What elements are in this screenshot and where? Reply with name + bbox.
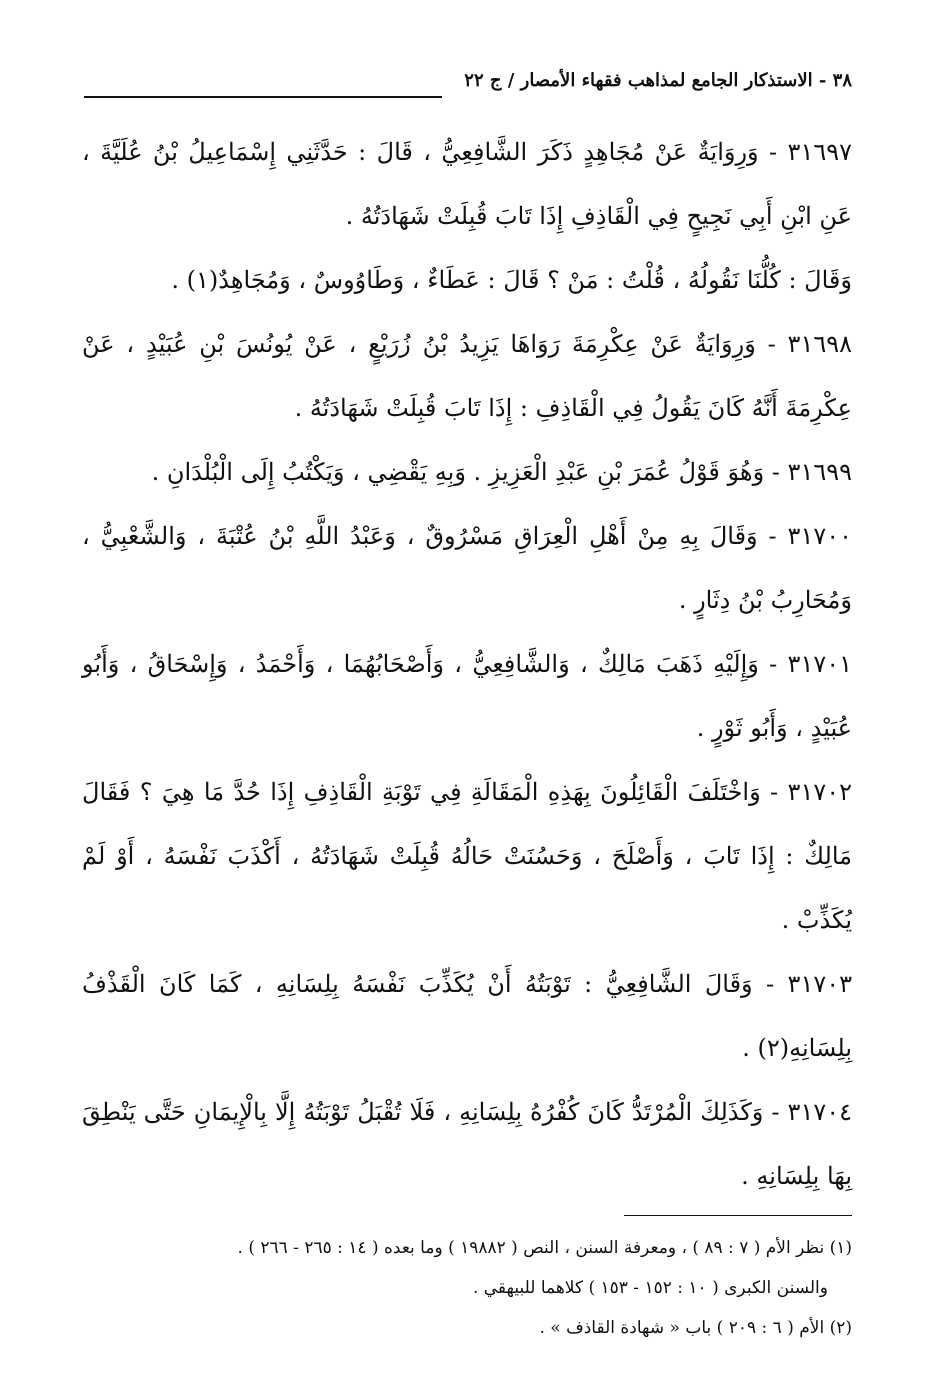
paragraph-31701: ٣١٧٠١ - وَإِلَيْهِ ذَهَبَ مَالِكٌ ، وَالشَّافِعِيُّ ، وَأَصْحَابُهُمَا ، وَأَحْمَدُ ، وَإِسْحَاقُ ، وَأَبُو عُبَيْدٍ ، وَأَبُو ثَوْرٍ . (82, 650, 852, 742)
footnote-1-continuation: والسنن الكبرى ( ١٠ : ١٥٢ - ١٥٣ ) كلاهما للبيهقي . (472, 1278, 828, 1298)
paragraph-31700: ٣١٧٠٠ - وَقَالَ بِهِ مِنْ أَهْلِ الْعِرَاقِ مَسْرُوقٌ ، وَعَبْدُ اللَّهِ بْنُ عُتْبَةَ ، وَالشَّعْبِيُّ ، وَمُحَارِبُ بْنُ دِثَارٍ . (82, 522, 852, 614)
footnote-1: (١) نظر الأم ( ٧ : ٨٩ ) ، ومعرفة السنن ، النص ( ١٩٨٨٢ ) وما بعده ( ١٤ : ٢٦٥ - ٢٦٦ ) . (237, 1238, 852, 1258)
footnote-rule (624, 1215, 852, 1216)
paragraph-31699: ٣١٦٩٩ - وَهُوَ قَوْلُ عُمَرَ بْنِ عَبْدِ الْعَزِيزِ . وَبِهِ يَقْضِي ، وَيَكْتُبُ إِلَى الْبُلْدَانِ . (151, 458, 852, 486)
paragraph-continuation: وَقَالَ : كُلُّنَا نَقُولُهُ ، قُلْتُ : مَنْ ؟ قَالَ : عَطَاءٌ ، وَطَاوُوسٌ ، وَمُجَاهِدٌ(١) . (171, 266, 852, 294)
main-text (82, 120, 852, 1208)
paragraph-31704: ٣١٧٠٤ - وَكَذَلِكَ الْمُرْتَدُّ كَانَ كُفْرُهُ بِلِسَانِهِ ، فَلَا تُقْبَلُ تَوْبَتُهُ إِلَّا بِالْإِيمَانِ حَتَّى يَنْطِقَ بِهَا بِلِسَانِهِ . (82, 1098, 852, 1190)
footnote-2: (٢) الأم ( ٦ : ٢٠٩ ) باب « شهادة القاذف » . (539, 1318, 852, 1338)
paragraph-31697: ٣١٦٩٧ - وَرِوَايَةٌ عَنْ مُجَاهِدٍ ذَكَرَ الشَّافِعِيُّ ، قَالَ : حَدَّثَنِي إِسْمَاعِيلُ بْنُ عُلَيَّةَ ، عَنِ ابْنِ أَبِي نَجِيحٍ فِي الْقَاذِفِ إِذَا تَابَ قُبِلَتْ شَهَادَتُهُ . (82, 138, 852, 230)
paragraph-31703: ٣١٧٠٣ - وَقَالَ الشَّافِعِيُّ : تَوْبَتُهُ أَنْ يُكَذِّبَ نَفْسَهُ بِلِسَانِهِ ، كَمَا كَانَ الْقَذْفُ بِلِسَانِهِ(٢) . (82, 970, 852, 1062)
paragraph-31702: ٣١٧٠٢ - وَاخْتَلَفَ الْقَائِلُونَ بِهَذِهِ الْمَقَالَةِ فِي تَوْبَةِ الْقَاذِفِ إِذَا حُدَّ مَا هِيَ ؟ فَقَالَ مَالِكٌ : إِذَا تَابَ ، وَأَصْلَحَ ، وَحَسُنَتْ حَالُهُ قُبِلَتْ شَهَادَتُهُ ، أَكْذَبَ نَفْسَهُ ، أَوْ لَمْ يُكَذِّبْ . (82, 778, 852, 934)
footnotes (82, 1228, 852, 1348)
page-header (82, 68, 852, 102)
header-rule (84, 96, 442, 98)
running-header: ٣٨ - الاستذكار الجامع لمذاهب فقهاء الأمصار / ج ٢٢ (464, 70, 852, 91)
paragraph-31698: ٣١٦٩٨ - وَرِوَايَةٌ عَنْ عِكْرِمَةَ رَوَاهَا يَزِيدُ بْنُ زُرَيْعٍ ، عَنْ يُونُسَ بْنِ عُبَيْدٍ ، عَنْ عِكْرِمَةَ أَنَّهُ كَانَ يَقُولُ فِي الْقَاذِفِ : إِذَا تَابَ قُبِلَتْ شَهَادَتُهُ . (82, 330, 852, 422)
